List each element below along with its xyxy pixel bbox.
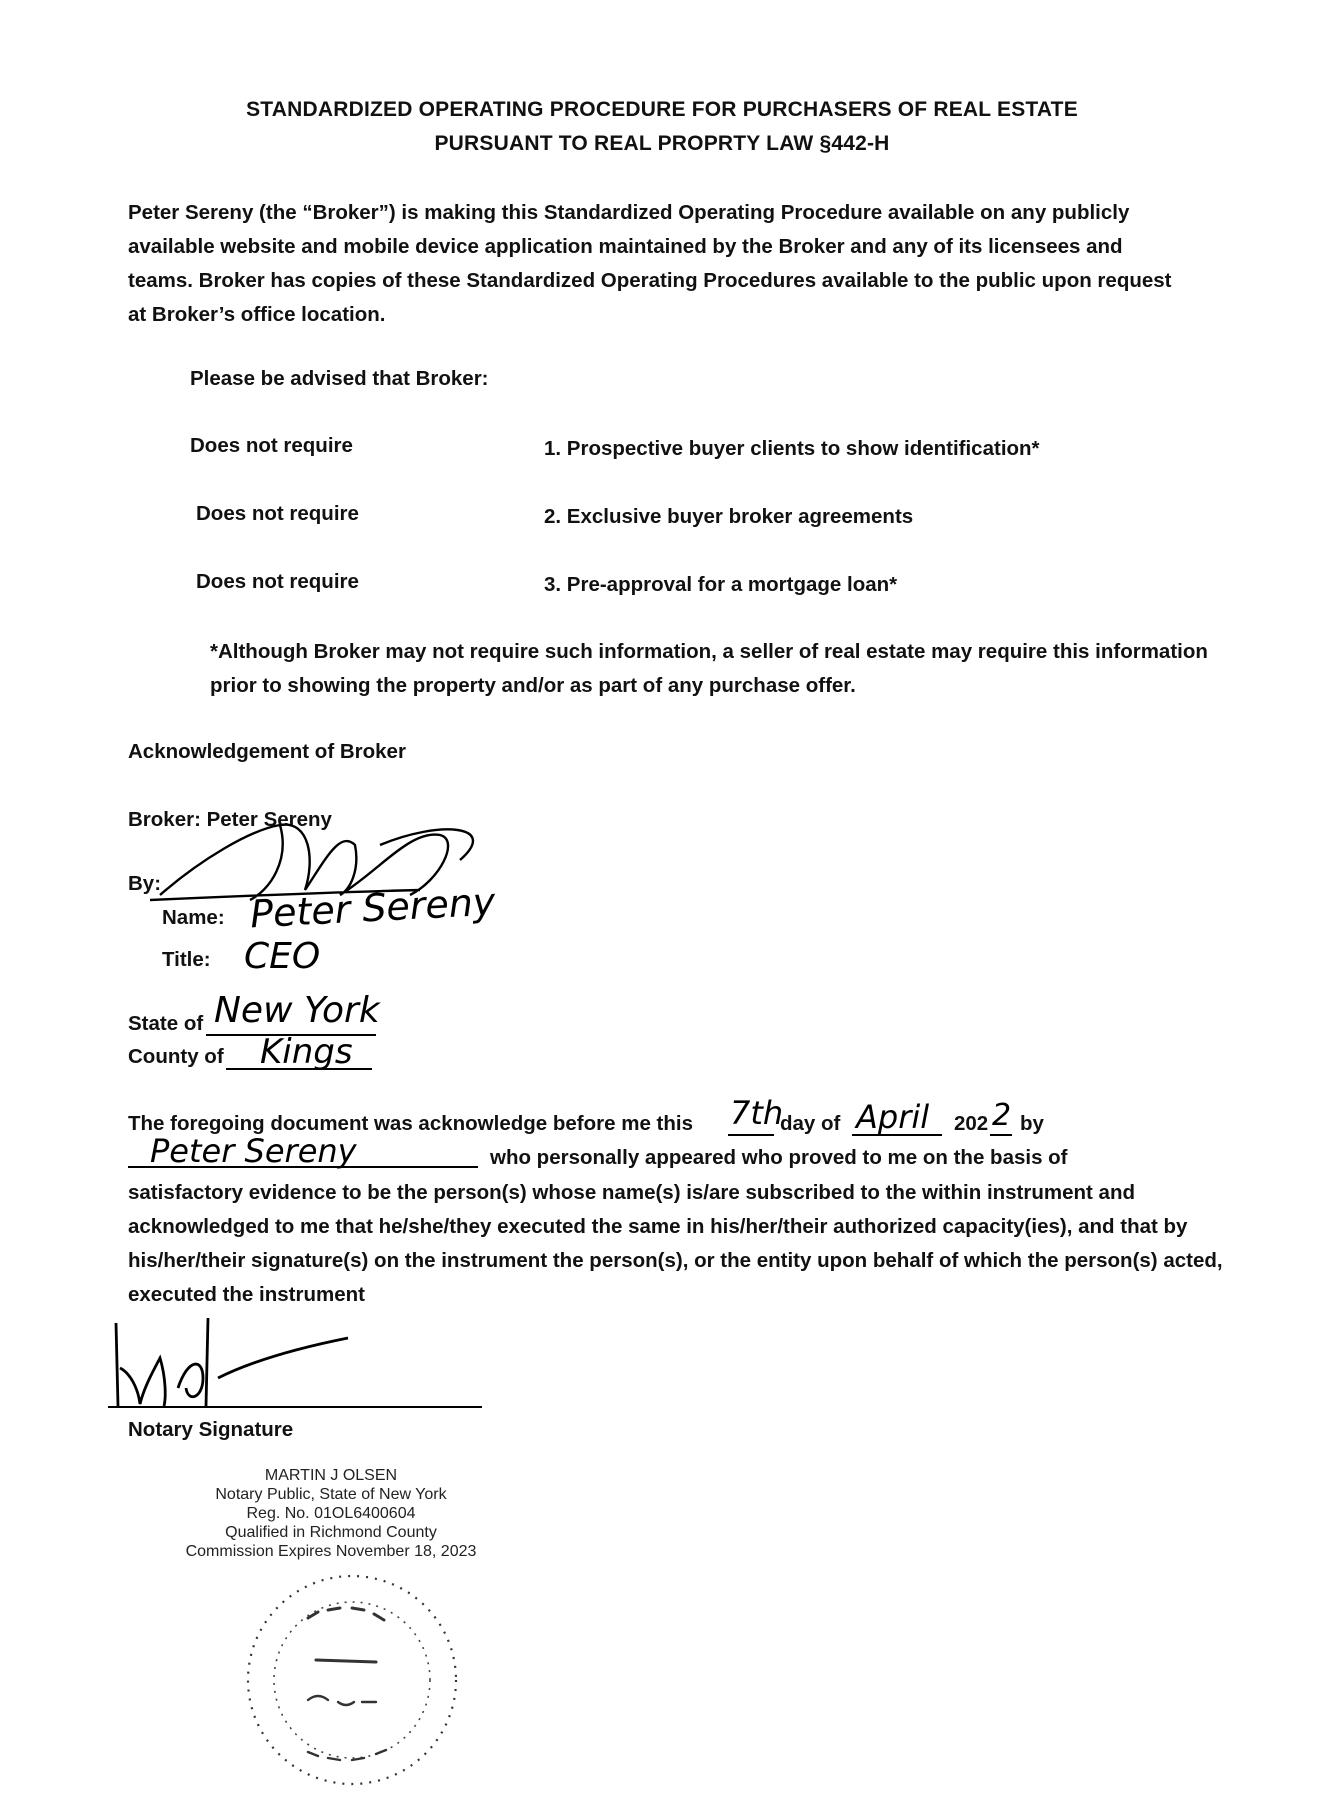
year-digit-handwritten: 2	[992, 1098, 1012, 1133]
notary-line2-suffix: who personally appeared who proved to me on the basis of	[490, 1146, 1068, 1169]
person-value-handwritten: Peter Sereny	[150, 1132, 357, 1170]
intro-paragraph: Peter Sereny (the “Broker”) is making this Standardized Operating Procedure available on any publicly available website and mobile device application maintained by the Broker and any of its licensees and teams. Broker has copies of these Standardized Operating Procedures available to the public upon request at Broker’s office location.	[128, 201, 1172, 326]
day-underline	[728, 1134, 774, 1136]
by-label: By:	[128, 872, 162, 895]
title-value-handwritten: CEO	[244, 936, 321, 977]
day-value-handwritten: 7th	[730, 1094, 784, 1132]
requirement-status-1: Does not require	[190, 434, 353, 457]
stamp-name: MARTIN J OLSEN	[264, 1467, 398, 1484]
day-label: day of	[780, 1112, 841, 1135]
state-label: State of	[128, 1012, 204, 1035]
notary-signature-line	[108, 1406, 482, 1408]
acknowledgement-heading: Acknowledgement of Broker	[128, 740, 406, 763]
footnote: *Although Broker may not require such information, a seller of real estate may require this information prior to showing the property and/or as part of any purchase offer.	[210, 640, 1208, 697]
stamp-line4: Qualified in Richmond County	[225, 1524, 437, 1541]
broker-label: Broker: Peter Sereny	[128, 808, 332, 831]
title-label: Title:	[162, 948, 211, 971]
requirement-item-3: 3. Pre-approval for a mortgage loan*	[544, 573, 898, 596]
notary-signature-icon	[108, 1318, 348, 1418]
notary-signature-label: Notary Signature	[128, 1418, 294, 1441]
name-label: Name:	[162, 906, 225, 929]
document-title-line1: STANDARDIZED OPERATING PROCEDURE FOR PURCHASERS OF REAL ESTATE	[246, 98, 1078, 121]
name-value-handwritten: Peter Sereny	[249, 879, 497, 937]
broker-signature-icon	[140, 800, 600, 940]
stamp-line5: Commission Expires November 18, 2023	[185, 1543, 477, 1560]
requirement-status-3: Does not require	[196, 570, 359, 593]
stamp-line2: Notary Public, State of New York	[215, 1486, 447, 1503]
requirement-status-2: Does not require	[196, 502, 359, 525]
county-label: County of	[128, 1045, 224, 1068]
requirement-item-1: 1. Prospective buyer clients to show identification*	[544, 437, 1040, 460]
notary-seal-icon	[212, 1570, 492, 1790]
year-underline	[990, 1134, 1012, 1136]
notary-stamp-text	[146, 1466, 516, 1561]
stamp-line3: Reg. No. 01OL6400604	[246, 1505, 416, 1522]
advised-text: Please be advised that Broker:	[190, 367, 489, 390]
document-title-line2: PURSUANT TO REAL PROPRTY LAW §442-H	[434, 132, 890, 155]
by-word: by	[1020, 1112, 1044, 1135]
state-value-handwritten: New York	[214, 990, 380, 1031]
requirement-item-2: 2. Exclusive buyer broker agreements	[544, 505, 914, 528]
month-value-handwritten: April	[856, 1098, 930, 1136]
notary-body: satisfactory evidence to be the person(s) whose name(s) is/are subscribed to the within instrument and acknowledged to me that he/she/they executed the same in his/her/their authorized capacity(ies), and that by his/her/their signature(s) on the instrument the person(s), or the entity upon behalf of which the person(s) acted, executed the instrument	[128, 1181, 1223, 1306]
county-value-handwritten: Kings	[260, 1032, 353, 1072]
year-prefix: 202	[954, 1112, 989, 1135]
notary-line1-prefix: The foregoing document was acknowledge before me this	[128, 1112, 693, 1135]
